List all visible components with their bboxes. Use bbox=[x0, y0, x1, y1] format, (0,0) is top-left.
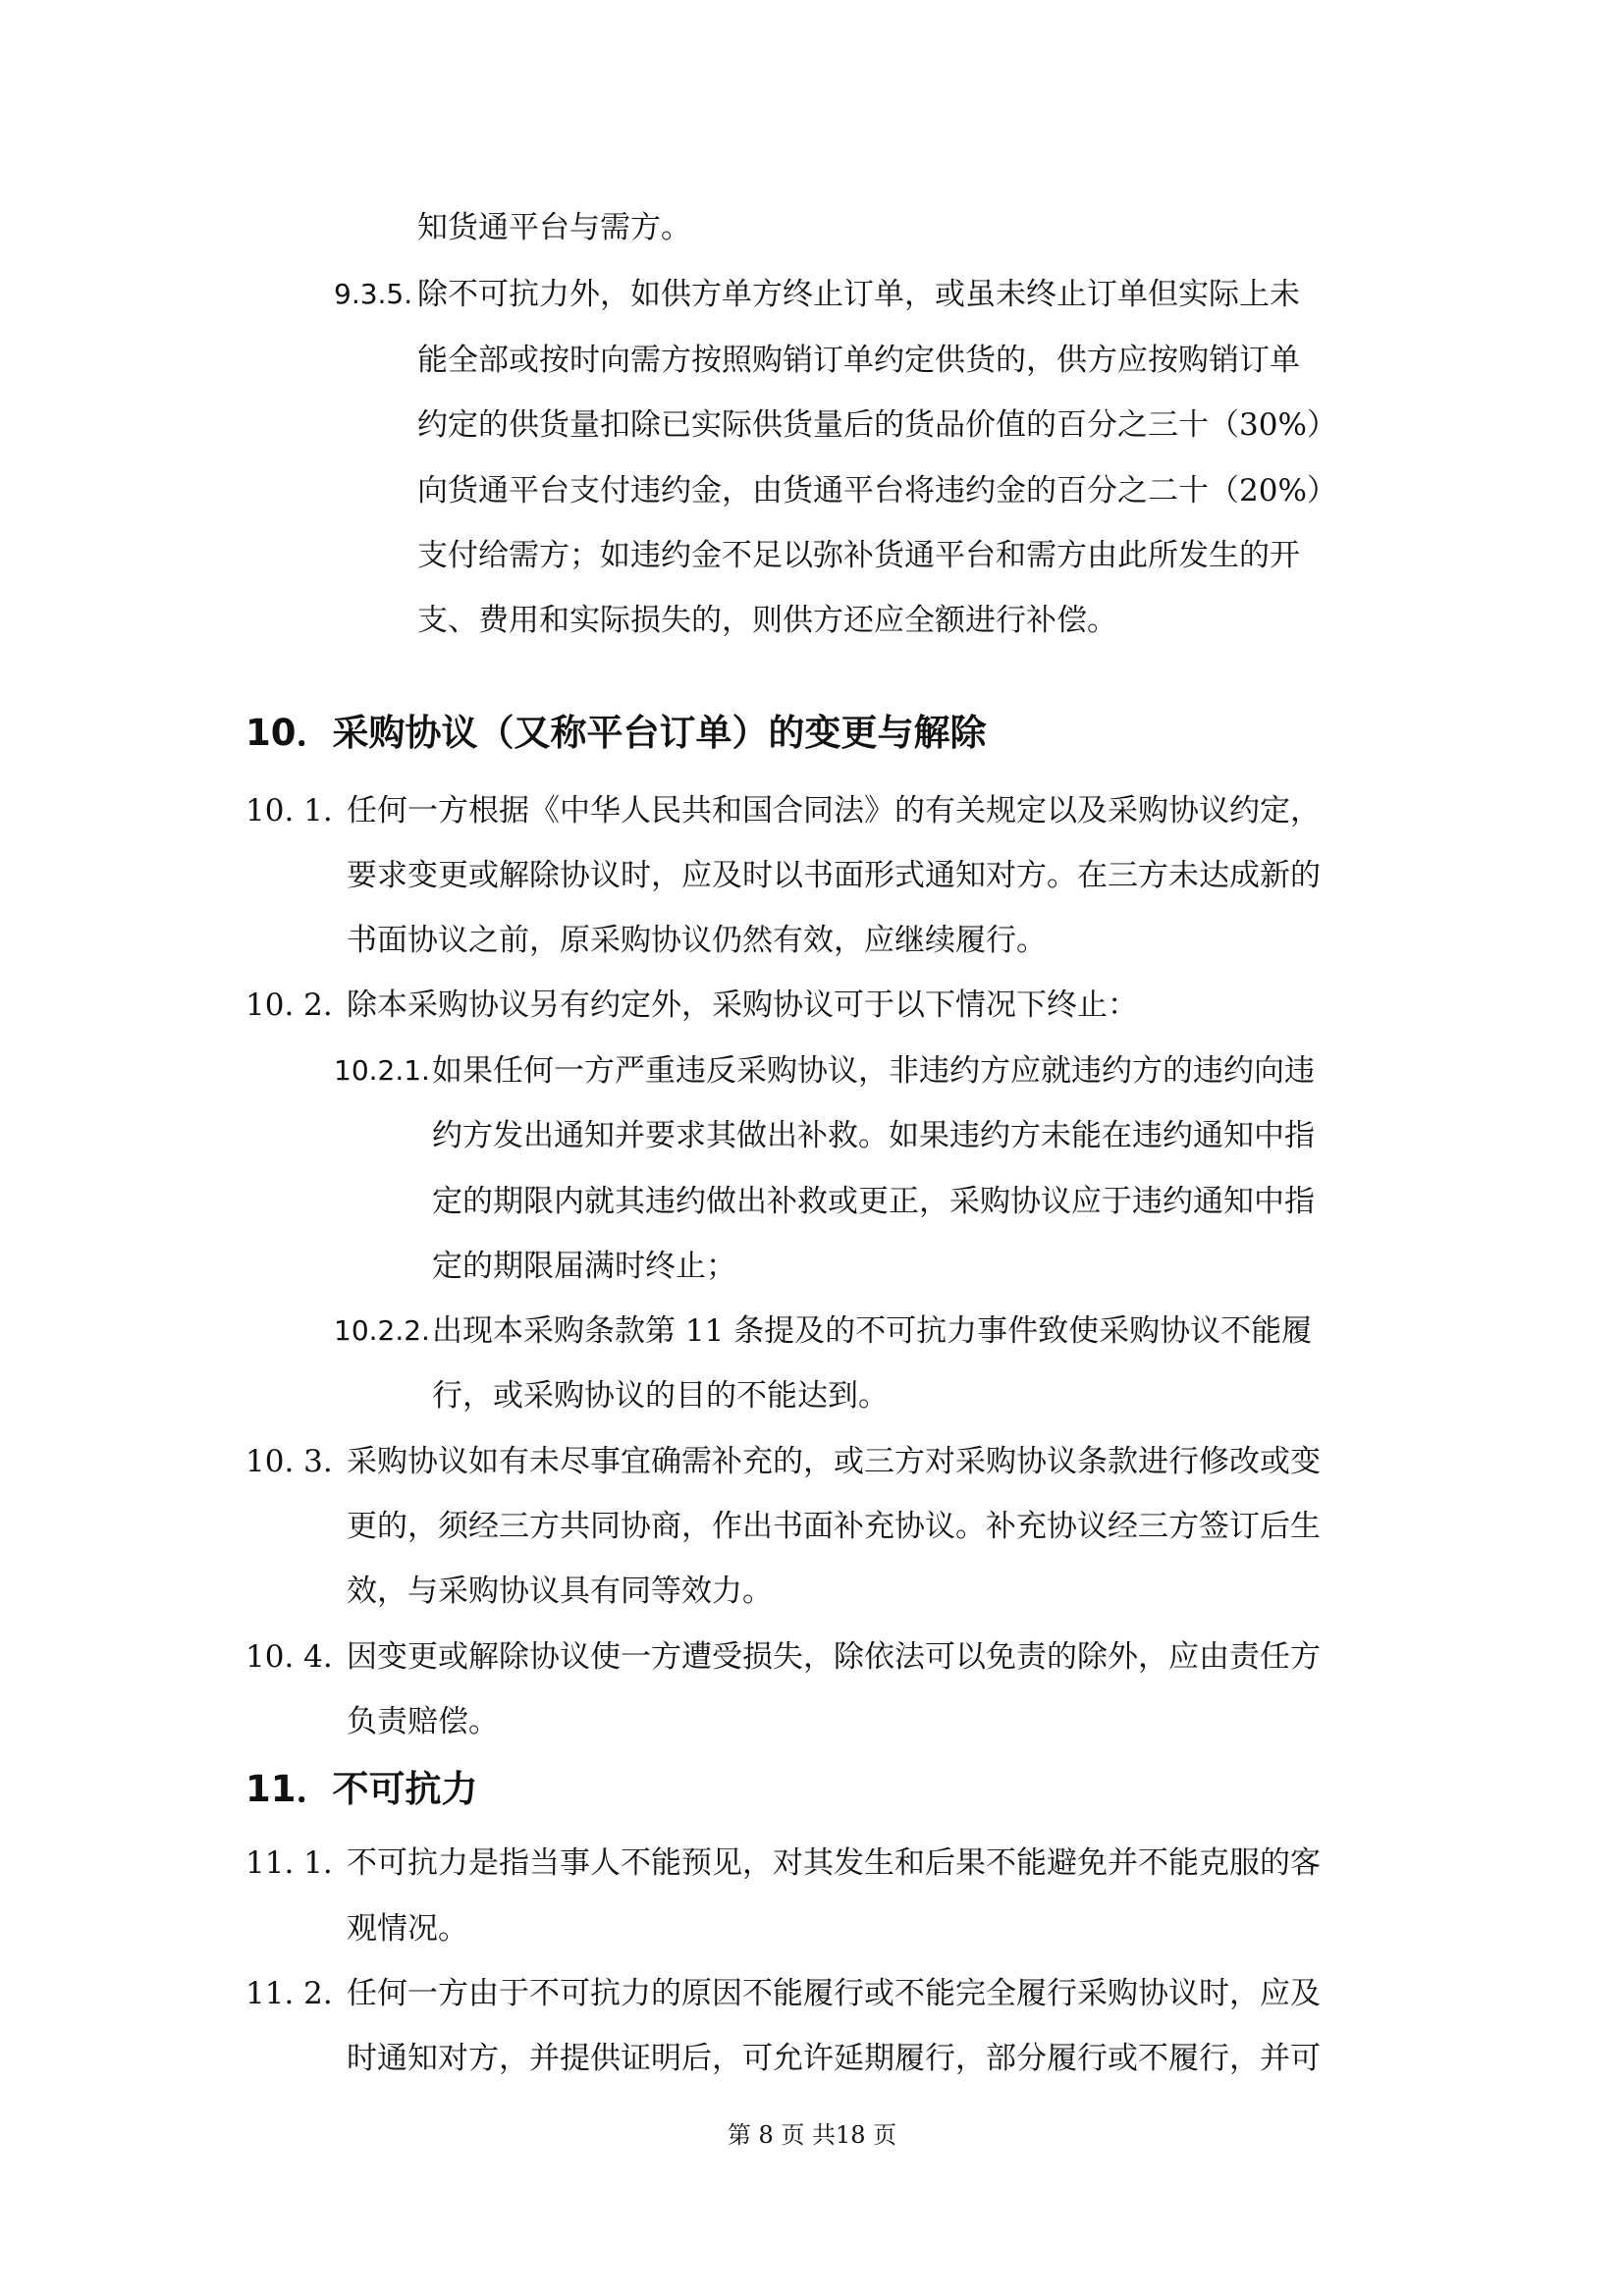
clause-11-1-line-2: 观情况。 bbox=[347, 1911, 468, 1947]
clause-10-1-line-2: 要求变更或解除协议时，应及时以书面形式通知对方。在三方未达成新的 bbox=[347, 858, 1321, 893]
page-footer: 第 8 页 共18 页 bbox=[727, 2121, 897, 2149]
clause-9-3-5-line-2: 能全部或按时向需方按照购销订单约定供货的，供方应按购销订单 bbox=[417, 343, 1300, 378]
section-10-heading: 10．采购协议（又称平台订单）的变更与解除 bbox=[245, 712, 987, 754]
clause-9-3-5-line-4: 向货通平台支付违约金，由货通平台将违约金的百分之二十（20%） bbox=[417, 473, 1337, 508]
clause-10-2-2-line-1: 出现本采购条款第 11 条提及的不可抗力事件致使采购协议不能履 bbox=[432, 1313, 1313, 1349]
section-11-heading: 11．不可抗力 bbox=[245, 1768, 478, 1810]
clause-10-2-2-number: 10.2.2. bbox=[334, 1314, 430, 1347]
clause-11-1-number: 11. 1. bbox=[245, 1845, 333, 1881]
clause-10-2-line-1: 除本采购协议另有约定外，采购协议可于以下情况下终止： bbox=[347, 988, 1138, 1023]
clause-10-2-1-line-2: 约方发出通知并要求其做出补救。如果违约方未能在违约通知中指 bbox=[432, 1118, 1315, 1153]
clause-9-3-5-line-6: 支、费用和实际损失的，则供方还应全额进行补偿。 bbox=[417, 603, 1117, 638]
clause-10-3-line-2: 更的，须经三方共同协商，作出书面补充协议。补充协议经三方签订后生 bbox=[347, 1509, 1321, 1544]
clause-9-3-4-tail: 知货通平台与需方。 bbox=[417, 210, 691, 245]
clause-10-3-line-1: 采购协议如有未尽事宜确需补充的，或三方对采购协议条款进行修改或变 bbox=[347, 1444, 1321, 1479]
clause-10-2-1-number: 10.2.1. bbox=[334, 1054, 430, 1087]
clause-10-1-number: 10. 1. bbox=[245, 793, 333, 828]
clause-11-2-number: 11. 2. bbox=[245, 1976, 333, 2011]
clause-10-2-1-line-4: 定的期限届满时终止； bbox=[432, 1249, 736, 1284]
clause-11-2-line-2: 时通知对方，并提供证明后，可允许延期履行，部分履行或不履行，并可 bbox=[347, 2041, 1321, 2076]
clause-10-4-line-1: 因变更或解除协议使一方遭受损失，除依法可以免责的除外，应由责任方 bbox=[347, 1639, 1321, 1675]
clause-9-3-5-line-3: 约定的供货量扣除已实际供货量后的货品价值的百分之三十（30%） bbox=[417, 407, 1337, 443]
clause-11-1-line-1: 不可抗力是指当事人不能预见，对其发生和后果不能避免并不能克服的客 bbox=[347, 1845, 1321, 1881]
clause-10-2-1-line-3: 定的期限内就其违约做出补救或更正，采购协议应于违约通知中指 bbox=[432, 1184, 1315, 1219]
clause-10-2-2-line-2: 行，或采购协议的目的不能达到。 bbox=[432, 1378, 889, 1414]
clause-9-3-5-number: 9.3.5. bbox=[334, 278, 413, 310]
clause-11-2-line-1: 任何一方由于不可抗力的原因不能履行或不能完全履行采购协议时，应及 bbox=[347, 1976, 1321, 2011]
clause-9-3-5-line-5: 支付给需方；如违约金不足以弥补货通平台和需方由此所发生的开 bbox=[417, 538, 1300, 573]
clause-10-3-number: 10. 3. bbox=[245, 1444, 333, 1479]
clause-10-3-line-3: 效，与采购协议具有同等效力。 bbox=[347, 1574, 773, 1609]
clause-10-4-line-2: 负责赔偿。 bbox=[347, 1704, 499, 1739]
clause-10-4-number: 10. 4. bbox=[245, 1639, 333, 1675]
clause-9-3-5-line-1: 除不可抗力外，如供方单方终止订单，或虽未终止订单但实际上未 bbox=[417, 277, 1300, 312]
clause-10-1-line-1: 任何一方根据《中华人民共和国合同法》的有关规定以及采购协议约定， bbox=[347, 793, 1321, 828]
clause-10-1-line-3: 书面协议之前，原采购协议仍然有效，应继续履行。 bbox=[347, 923, 1047, 958]
clause-10-2-number: 10. 2. bbox=[245, 988, 333, 1023]
clause-10-2-1-line-1: 如果任何一方严重违反采购协议，非违约方应就违约方的违约向违 bbox=[432, 1053, 1315, 1089]
